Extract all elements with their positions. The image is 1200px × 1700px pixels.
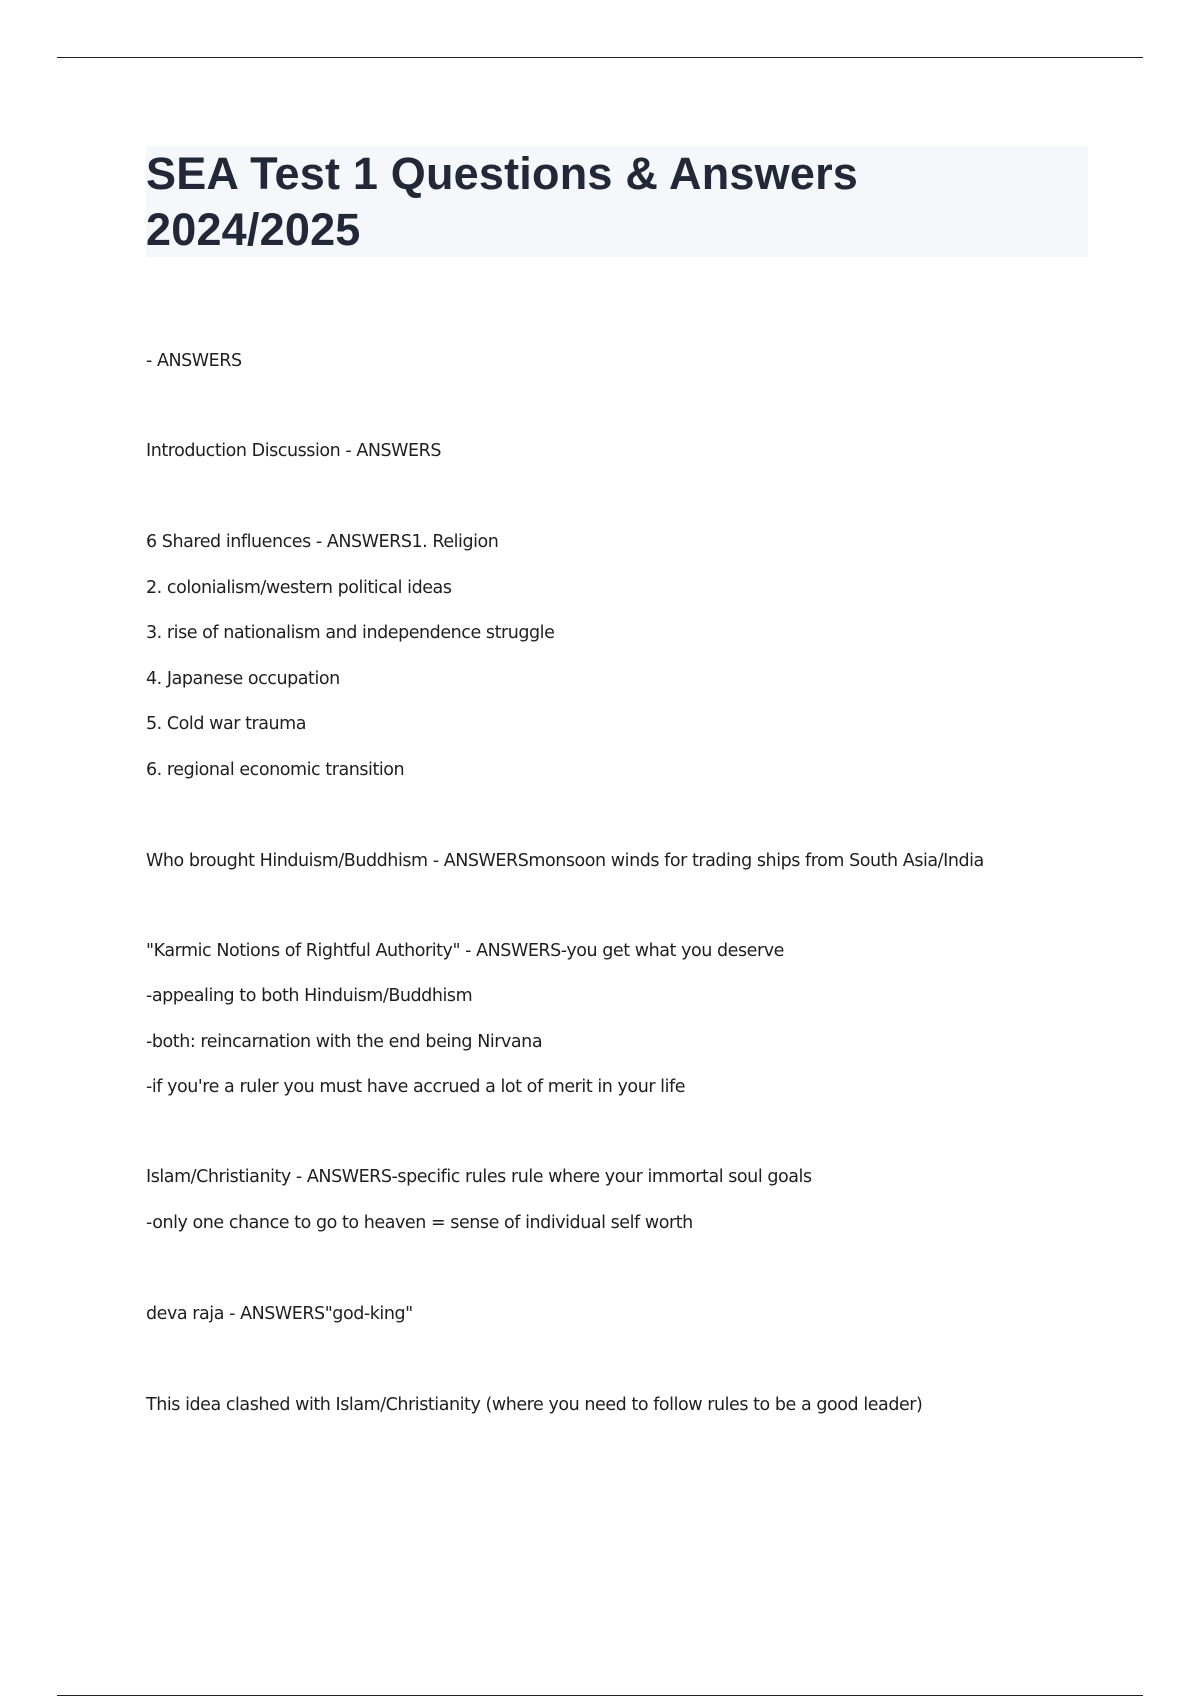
- text-line: - ANSWERS: [146, 351, 242, 371]
- text-line: 3. rise of nationalism and independence struggle: [146, 623, 555, 643]
- text-line: -appealing to both Hinduism/Buddhism: [146, 986, 473, 1006]
- text-line: This idea clashed with Islam/Christianity (where you need to follow rules to be a good leader): [146, 1395, 923, 1415]
- text-line: Islam/Christianity - ANSWERS-specific rules rule where your immortal soul goals: [146, 1167, 812, 1187]
- title-line-2: 2024/2025: [146, 204, 361, 255]
- text-line: 4. Japanese occupation: [146, 669, 340, 689]
- text-line: deva raja - ANSWERS"god-king": [146, 1304, 413, 1324]
- text-line: 6. regional economic transition: [146, 760, 405, 780]
- text-line: 2. colonialism/western political ideas: [146, 578, 452, 598]
- text-line: "Karmic Notions of Rightful Authority" - ANSWERS-you get what you deserve: [146, 941, 784, 961]
- text-line: Introduction Discussion - ANSWERS: [146, 441, 441, 461]
- text-line: -only one chance to go to heaven = sense of individual self worth: [146, 1213, 693, 1233]
- top-divider: [57, 57, 1143, 58]
- text-line: 5. Cold war trauma: [146, 714, 307, 734]
- text-line: 6 Shared influences - ANSWERS1. Religion: [146, 532, 499, 552]
- title-line-1: SEA Test 1 Questions & Answers: [146, 148, 859, 199]
- title-block: [146, 146, 1088, 257]
- bottom-divider: [57, 1695, 1143, 1696]
- text-line: -both: reincarnation with the end being Nirvana: [146, 1032, 543, 1052]
- text-line: Who brought Hinduism/Buddhism - ANSWERSmonsoon winds for trading ships from South Asia/India: [146, 851, 984, 871]
- document-title: [146, 146, 1088, 258]
- text-line: -if you're a ruler you must have accrued a lot of merit in your life: [146, 1077, 686, 1097]
